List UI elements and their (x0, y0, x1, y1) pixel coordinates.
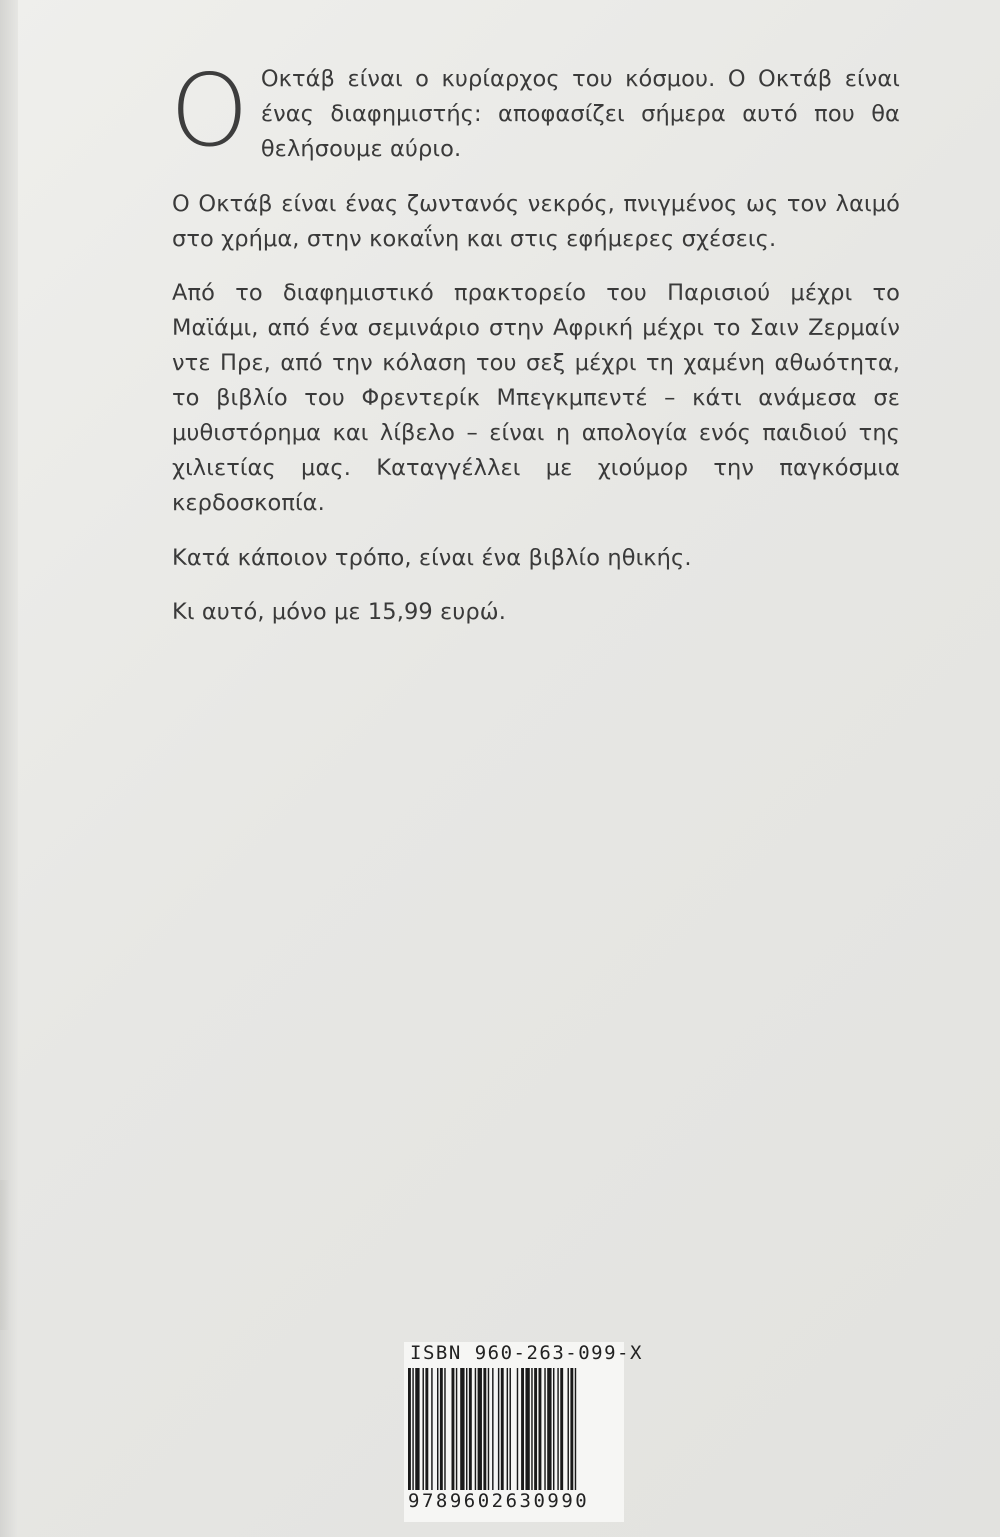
barcode-block (404, 1342, 643, 1522)
drop-cap-letter: Ο (170, 52, 249, 169)
blurb-paragraph-5: Κι αυτό, μόνο με 15,99 ευρώ. (172, 599, 507, 626)
cover-edge-shadow (0, 1180, 10, 1330)
blurb-paragraph-1-text: Οκτάβ είναι ο κυρίαρχος του κόσμου. Ο Οκτάβ είναι ένας διαφημιστής: αποφασίζει σήμερα αυτό που θα θελήσουμε αύριο. (260, 66, 900, 162)
blurb-paragraph-4: Κατά κάποιον τρόπο, είναι ένα βιβλίο ηθικής. (172, 544, 692, 571)
ean-number: 9789602630990 (408, 1490, 590, 1512)
barcode-icon (406, 1368, 620, 1490)
isbn-label: ISBN 960-263-099-X (410, 1342, 643, 1364)
back-cover-blurb (170, 52, 900, 650)
blurb-paragraph-1 (170, 52, 900, 169)
blurb-paragraph-2: Ο Οκτάβ είναι ένας ζωντανός νεκρός, πνιγμένος ως τον λαιμό στο χρήμα, στην κοκαΐνη και στις εφήμερες σχέσεις. (172, 190, 900, 252)
blurb-paragraph-3: Από το διαφημιστικό πρακτορείο του Παρισιού μέχρι το Μαϊάμι, από ένα σεμινάριο στην Αφρική μέχρι το Σαιν Ζερμαίν ντε Πρε, από την κόλαση του σεξ μέχρι τη χαμένη αθωότητα, το βιβλίο του Φρεντερίκ Μπεγκμπεντέ – κάτι ανάμεσα σε μυθιστόρημα και λίβελο – είναι η απολογία ενός παιδιού της χιλιετίας μας. Καταγγέλλει με χιούμορ την παγκόσμια κερδοσκοπία. (172, 280, 900, 516)
